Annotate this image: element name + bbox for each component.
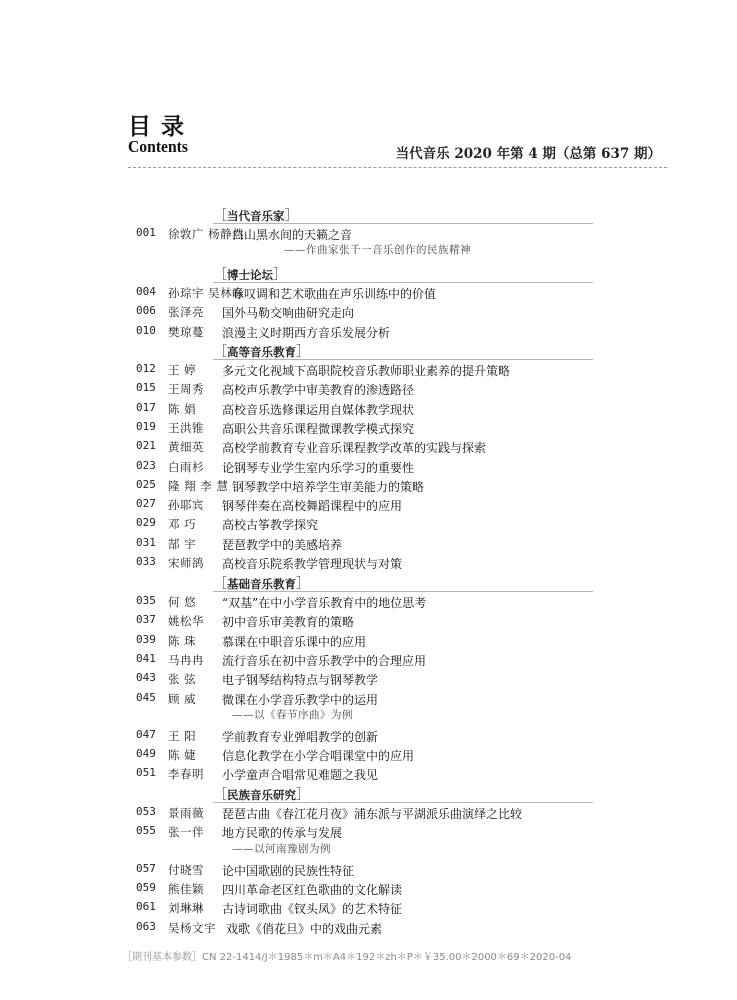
toc-entry[interactable] bbox=[0, 824, 737, 842]
entry-authors: 隆 翔 李 慧 bbox=[168, 478, 229, 493]
entry-page-number: 019 bbox=[136, 419, 156, 433]
entry-authors: 黄细英 bbox=[168, 440, 204, 455]
section-heading bbox=[213, 573, 310, 593]
entry-page-number: 010 bbox=[136, 323, 156, 337]
entry-authors: 付晓雪 bbox=[168, 862, 204, 877]
toc-entry[interactable] bbox=[0, 555, 737, 573]
entry-authors: 陈 珠 bbox=[168, 633, 197, 648]
toc-entry[interactable] bbox=[0, 459, 737, 477]
toc-entry[interactable] bbox=[0, 381, 737, 399]
entry-title[interactable]: 论钢琴专业学生室内乐学习的重要性 bbox=[222, 460, 415, 475]
section-title: 高等音乐教育 bbox=[227, 345, 296, 359]
entry-page-number: 051 bbox=[136, 766, 156, 780]
entry-title[interactable]: 高校音乐院系教学管理现状与对策 bbox=[222, 557, 403, 571]
toc-entry[interactable] bbox=[0, 671, 737, 689]
bracket-right: ］ bbox=[273, 267, 287, 283]
section-title: 当代音乐家 bbox=[227, 209, 285, 223]
toc-entry[interactable] bbox=[0, 766, 737, 784]
bracket-left: ［ bbox=[213, 787, 227, 803]
entry-title[interactable]: 高校声乐教学中审美教育的渗透路径 bbox=[222, 383, 415, 398]
entry-authors: 白雨杉 bbox=[168, 459, 204, 474]
section-heading bbox=[213, 341, 310, 361]
section-underline bbox=[213, 223, 593, 224]
entry-subtitle: ——作曲家张千一音乐创作的民族精神 bbox=[284, 244, 471, 257]
entry-page-number: 039 bbox=[136, 632, 156, 646]
section-heading bbox=[213, 264, 287, 284]
entry-authors: 王 阳 bbox=[168, 728, 197, 743]
entry-authors: 张泽亮 bbox=[168, 305, 204, 320]
toc-entry[interactable] bbox=[0, 691, 737, 709]
entry-subtitle: ——以河南豫剧为例 bbox=[232, 842, 331, 855]
entry-title[interactable]: 信息化教学在小学合唱课堂中的应用 bbox=[222, 749, 415, 764]
entry-page-number: 057 bbox=[136, 861, 156, 875]
entry-page-number: 059 bbox=[136, 880, 156, 894]
entry-page-number: 001 bbox=[136, 226, 156, 239]
toc-entry[interactable] bbox=[0, 478, 737, 496]
section-underline bbox=[213, 359, 593, 360]
entry-authors: 徐敦广 杨静然 bbox=[168, 227, 245, 241]
issue-info: 当代音乐 2020 年第 4 期（总第 637 期） bbox=[395, 146, 661, 162]
entry-authors: 宋师鹆 bbox=[168, 556, 204, 570]
entry-title[interactable]: 琵琶教学中的美感培养 bbox=[222, 537, 343, 552]
entry-title[interactable]: 钢琴伴奏在高校舞蹈课程中的应用 bbox=[222, 499, 403, 514]
page-title-cn: 目录 bbox=[128, 114, 194, 140]
entry-page-number: 029 bbox=[136, 516, 156, 530]
entry-authors: 王洪锥 bbox=[168, 420, 204, 435]
entry-page-number: 004 bbox=[136, 285, 156, 298]
section-underline bbox=[213, 802, 593, 803]
footer-journal-params: ［期刊基本参数］CN 22-1414/J＊1985＊m＊A4＊192＊zh＊P＊￥35.00＊2000＊69＊2020-04 bbox=[122, 952, 572, 963]
entry-page-number: 063 bbox=[136, 919, 156, 933]
entry-title[interactable]: 古诗词歌曲《钗头凤》的艺术特征 bbox=[222, 902, 403, 917]
toc-entry[interactable] bbox=[0, 497, 737, 515]
entry-authors: 王周秀 bbox=[168, 382, 204, 397]
toc-entry[interactable] bbox=[0, 728, 737, 746]
entry-page-number: 031 bbox=[136, 535, 156, 549]
entry-authors: 樊琼蔓 bbox=[168, 324, 204, 339]
bracket-right: ］ bbox=[284, 208, 299, 224]
toc-entry[interactable] bbox=[0, 900, 737, 918]
page-title-en: Contents bbox=[128, 137, 188, 156]
entry-title[interactable]: 电子钢琴结构特点与钢琴教学 bbox=[222, 673, 379, 688]
toc-entry[interactable] bbox=[0, 420, 737, 438]
section-title: 民族音乐研究 bbox=[227, 788, 296, 802]
section-heading bbox=[213, 784, 310, 804]
entry-title[interactable]: 流行音乐在初中音乐教学中的合理应用 bbox=[222, 653, 427, 668]
bracket-right: ］ bbox=[296, 576, 310, 592]
toc-entry[interactable] bbox=[0, 862, 737, 880]
entry-title[interactable]: 论中国歌剧的民族性特征 bbox=[222, 863, 355, 878]
entry-authors: 王 婷 bbox=[168, 363, 197, 377]
bracket-left: ［ bbox=[213, 208, 227, 224]
entry-title[interactable]: 慕课在中职音乐课中的应用 bbox=[222, 634, 367, 649]
toc-entry[interactable] bbox=[0, 324, 737, 342]
toc-entry[interactable] bbox=[0, 285, 737, 303]
toc-entry[interactable] bbox=[0, 594, 737, 612]
entry-authors: 何 悠 bbox=[168, 595, 197, 609]
entry-title[interactable]: 微课在小学音乐教学中的运用 bbox=[222, 692, 379, 707]
entry-page-number: 035 bbox=[136, 594, 156, 607]
entry-title[interactable]: 琵琶古曲《春江花月夜》浦东派与平湖派乐曲演绎之比较 bbox=[222, 807, 523, 821]
entry-title[interactable]: 高校音乐选修课运用自媒体教学现状 bbox=[222, 402, 415, 417]
entry-authors: 张一伴 bbox=[168, 825, 204, 840]
section-heading bbox=[213, 205, 299, 225]
entry-authors: 吴杨文宇 bbox=[168, 920, 216, 935]
toc-entry[interactable] bbox=[0, 439, 737, 457]
toc-entry[interactable] bbox=[0, 613, 737, 631]
entry-authors: 郜 宇 bbox=[168, 536, 197, 551]
entry-title[interactable]: 高职公共音乐课程微课教学模式探究 bbox=[222, 421, 415, 436]
bracket-left: ［ bbox=[213, 267, 227, 283]
entry-page-number: 041 bbox=[136, 651, 156, 665]
bracket-right: ］ bbox=[296, 344, 310, 360]
entry-authors: 马冉冉 bbox=[168, 652, 204, 667]
entry-title[interactable]: 初中音乐审美教育的策略 bbox=[222, 615, 355, 630]
entry-page-number: 049 bbox=[136, 747, 156, 761]
toc-entry[interactable] bbox=[0, 805, 737, 823]
entry-page-number: 021 bbox=[136, 439, 156, 453]
entry-authors: 孙琮宇 吴林春 bbox=[168, 286, 245, 300]
entry-authors: 姚松华 bbox=[168, 614, 204, 629]
entry-authors: 李春明 bbox=[168, 767, 204, 782]
entry-title[interactable]: 戏歌《俏花旦》中的戏曲元素 bbox=[226, 921, 383, 936]
entry-page-number: 017 bbox=[136, 400, 156, 414]
entry-page-number: 047 bbox=[136, 727, 156, 741]
entry-title[interactable]: 咏叹调和艺术歌曲在声乐训练中的价值 bbox=[232, 287, 437, 301]
section-underline bbox=[213, 591, 593, 592]
entry-page-number: 055 bbox=[136, 824, 156, 838]
toc-entry[interactable] bbox=[0, 536, 737, 554]
toc-entry[interactable] bbox=[0, 633, 737, 651]
entry-page-number: 045 bbox=[136, 690, 156, 704]
entry-authors: 顾 威 bbox=[168, 691, 197, 706]
entry-page-number: 023 bbox=[136, 458, 156, 472]
bracket-left: ［ bbox=[213, 576, 227, 592]
entry-page-number: 043 bbox=[136, 671, 156, 685]
entry-title[interactable]: 学前教育专业弹唱教学的创新 bbox=[222, 729, 379, 744]
entry-title[interactable]: 高校古筝教学探究 bbox=[222, 518, 319, 533]
entry-authors: 邓 巧 bbox=[168, 517, 197, 532]
toc-entry[interactable] bbox=[0, 304, 737, 322]
entry-page-number: 033 bbox=[136, 555, 156, 568]
entry-authors: 张 弦 bbox=[168, 672, 197, 687]
bracket-right: ］ bbox=[296, 787, 310, 803]
entry-page-number: 027 bbox=[136, 497, 156, 511]
entry-authors: 陈 娟 bbox=[168, 401, 197, 416]
entry-page-number: 053 bbox=[136, 805, 156, 818]
entry-title[interactable]: 白山黑水间的天籁之音 bbox=[232, 228, 353, 242]
entry-authors: 熊佳颖 bbox=[168, 881, 204, 896]
entry-authors: 景雨薇 bbox=[168, 806, 204, 820]
entry-title[interactable]: 浪漫主义时期西方音乐发展分析 bbox=[222, 325, 391, 340]
entry-page-number: 025 bbox=[136, 477, 156, 491]
entry-title[interactable]: “双基”在中小学音乐教育中的地位思考 bbox=[222, 596, 427, 610]
entry-title[interactable]: 四川革命老区红色歌曲的文化解读 bbox=[222, 882, 403, 897]
entry-authors: 孙耶宾 bbox=[168, 498, 204, 513]
entry-page-number: 061 bbox=[136, 900, 156, 914]
toc-entry[interactable] bbox=[0, 516, 737, 534]
entry-title[interactable]: 高校学前教育专业音乐课程教学改革的实践与探索 bbox=[222, 441, 487, 456]
bracket-left: ［ bbox=[213, 344, 227, 360]
toc-entry[interactable] bbox=[0, 920, 737, 938]
section-title: 博士论坛 bbox=[227, 268, 273, 282]
toc-entry[interactable] bbox=[0, 881, 737, 899]
entry-authors: 刘琳琳 bbox=[168, 901, 204, 916]
entry-page-number: 037 bbox=[136, 613, 156, 627]
section-underline bbox=[213, 282, 593, 283]
entry-title[interactable]: 钢琴教学中培养学生审美能力的策略 bbox=[232, 479, 425, 494]
toc-entry[interactable] bbox=[0, 747, 737, 765]
toc-entry[interactable] bbox=[0, 401, 737, 419]
toc-entry[interactable] bbox=[0, 226, 737, 244]
entry-title[interactable]: 多元文化视域下高职院校音乐教师职业素养的提升策略 bbox=[222, 364, 511, 378]
entry-title[interactable]: 地方民歌的传承与发展 bbox=[222, 826, 343, 841]
entry-page-number: 006 bbox=[136, 304, 156, 318]
toc-entry[interactable] bbox=[0, 652, 737, 670]
toc-entry[interactable] bbox=[0, 362, 737, 380]
entry-page-number: 012 bbox=[136, 362, 156, 375]
section-title: 基础音乐教育 bbox=[227, 577, 296, 591]
entry-authors: 陈 婕 bbox=[168, 748, 197, 763]
entry-subtitle: ——以《春节序曲》为例 bbox=[232, 708, 353, 721]
entry-title[interactable]: 国外马勒交响曲研究走向 bbox=[222, 306, 355, 321]
entry-page-number: 015 bbox=[136, 381, 156, 395]
entry-title[interactable]: 小学童声合唱常见难题之我见 bbox=[222, 768, 379, 783]
